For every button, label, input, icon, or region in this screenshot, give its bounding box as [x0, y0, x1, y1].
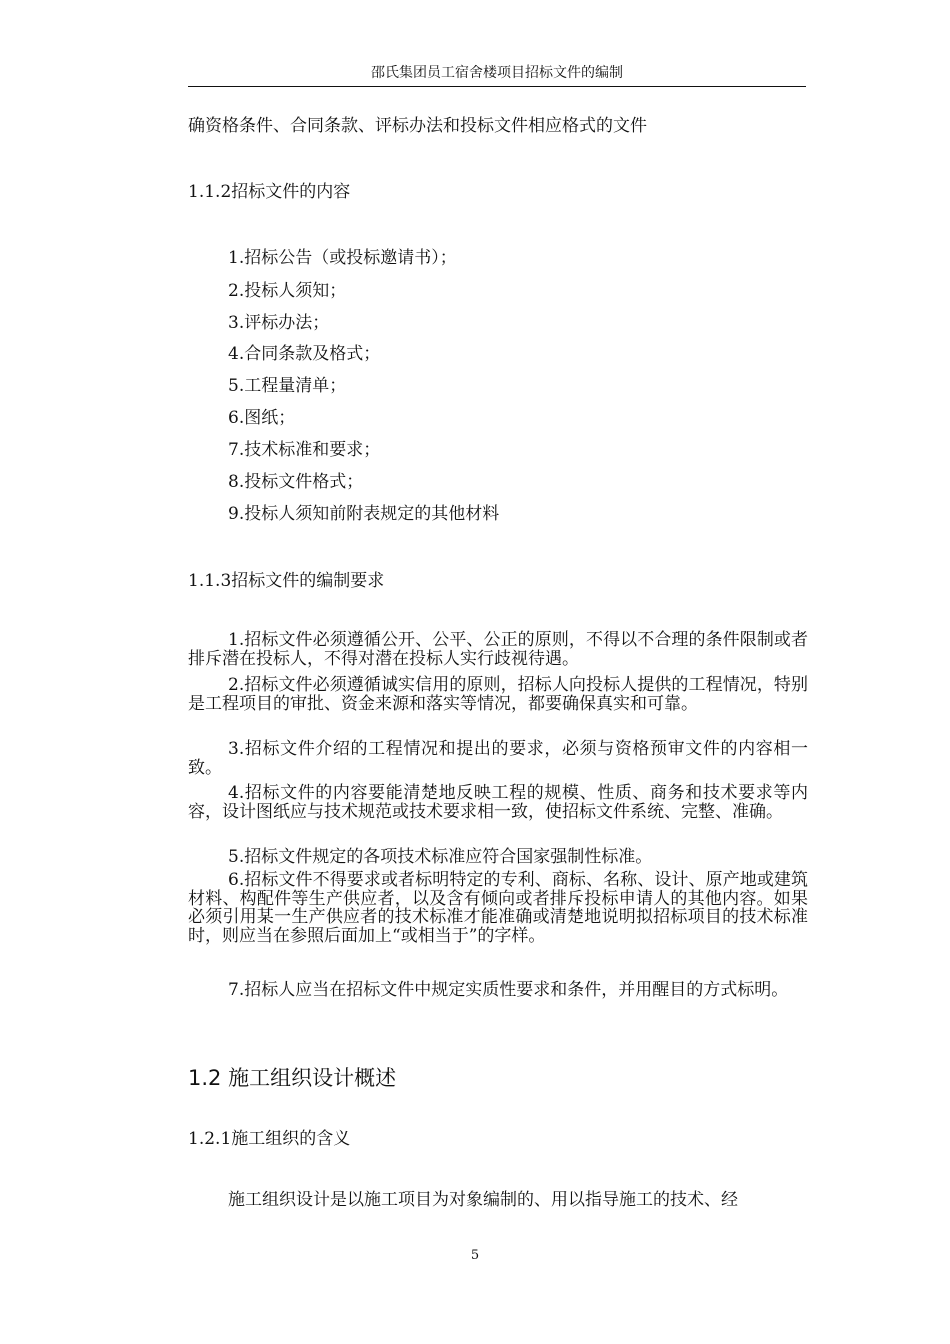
- heading-1-2: 1.2 施工组织设计概述: [188, 1066, 397, 1090]
- list-item: 9.投标人须知前附表规定的其他材料: [228, 504, 500, 524]
- list-item: 1.招标公告（或投标邀请书）；: [228, 248, 457, 268]
- body-paragraph: 施工组织设计是以施工项目为对象编制的、用以指导施工的技术、经: [228, 1190, 738, 1210]
- intro-line: 确资格条件、合同条款、评标办法和投标文件相应格式的文件: [188, 116, 647, 136]
- requirement-paragraph: 5.招标文件规定的各项技术标准应符合国家强制性标准。: [228, 847, 653, 867]
- page-number: 5: [470, 1248, 480, 1263]
- requirement-paragraph: 6.招标文件不得要求或者标明特定的专利、商标、名称、设计、原产地或建筑材料、构配件等生产供应者，以及含有倾向或者排斥投标申请人的其他内容。如果必须引用某一生产供应者的技术标准才能准确或清楚地说明拟招标项目的技术标准时，则应当在参照后面加上“或相当于”的字样。: [188, 870, 808, 946]
- requirement-paragraph: 7.招标人应当在招标文件中规定实质性要求和条件，并用醒目的方式标明。: [228, 980, 789, 1000]
- heading-1-1-2: 1.1.2招标文件的内容: [188, 182, 351, 202]
- requirement-paragraph: 3.招标文件介绍的工程情况和提出的要求，必须与资格预审文件的内容相一致。: [188, 739, 808, 778]
- list-item: 3.评标办法；: [228, 313, 330, 333]
- list-item: 5.工程量清单；: [228, 376, 347, 396]
- requirement-paragraph: 2.招标文件必须遵循诚实信用的原则，招标人向投标人提供的工程情况，特别是工程项目的审批、资金来源和落实等情况，都要确保真实和可靠。: [188, 675, 808, 714]
- list-item: 8.投标文件格式；: [228, 472, 364, 492]
- list-item: 7.技术标准和要求；: [228, 440, 381, 460]
- heading-1-2-1: 1.2.1施工组织的含义: [188, 1129, 351, 1149]
- list-item: 2.投标人须知；: [228, 281, 347, 301]
- running-header: 邵氏集团员工宿舍楼项目招标文件的编制: [188, 60, 806, 87]
- requirement-paragraph: 4.招标文件的内容要能清楚地反映工程的规模、性质、商务和技术要求等内容，设计图纸应与技术规范或技术要求相一致，使招标文件系统、完整、准确。: [188, 783, 808, 822]
- heading-1-1-3: 1.1.3招标文件的编制要求: [188, 571, 385, 591]
- requirement-paragraph: 1.招标文件必须遵循公开、公平、公正的原则，不得以不合理的条件限制或者排斥潜在投标人，不得对潜在投标人实行歧视待遇。: [188, 630, 808, 669]
- list-item: 4.合同条款及格式；: [228, 344, 381, 364]
- list-item: 6.图纸；: [228, 408, 296, 428]
